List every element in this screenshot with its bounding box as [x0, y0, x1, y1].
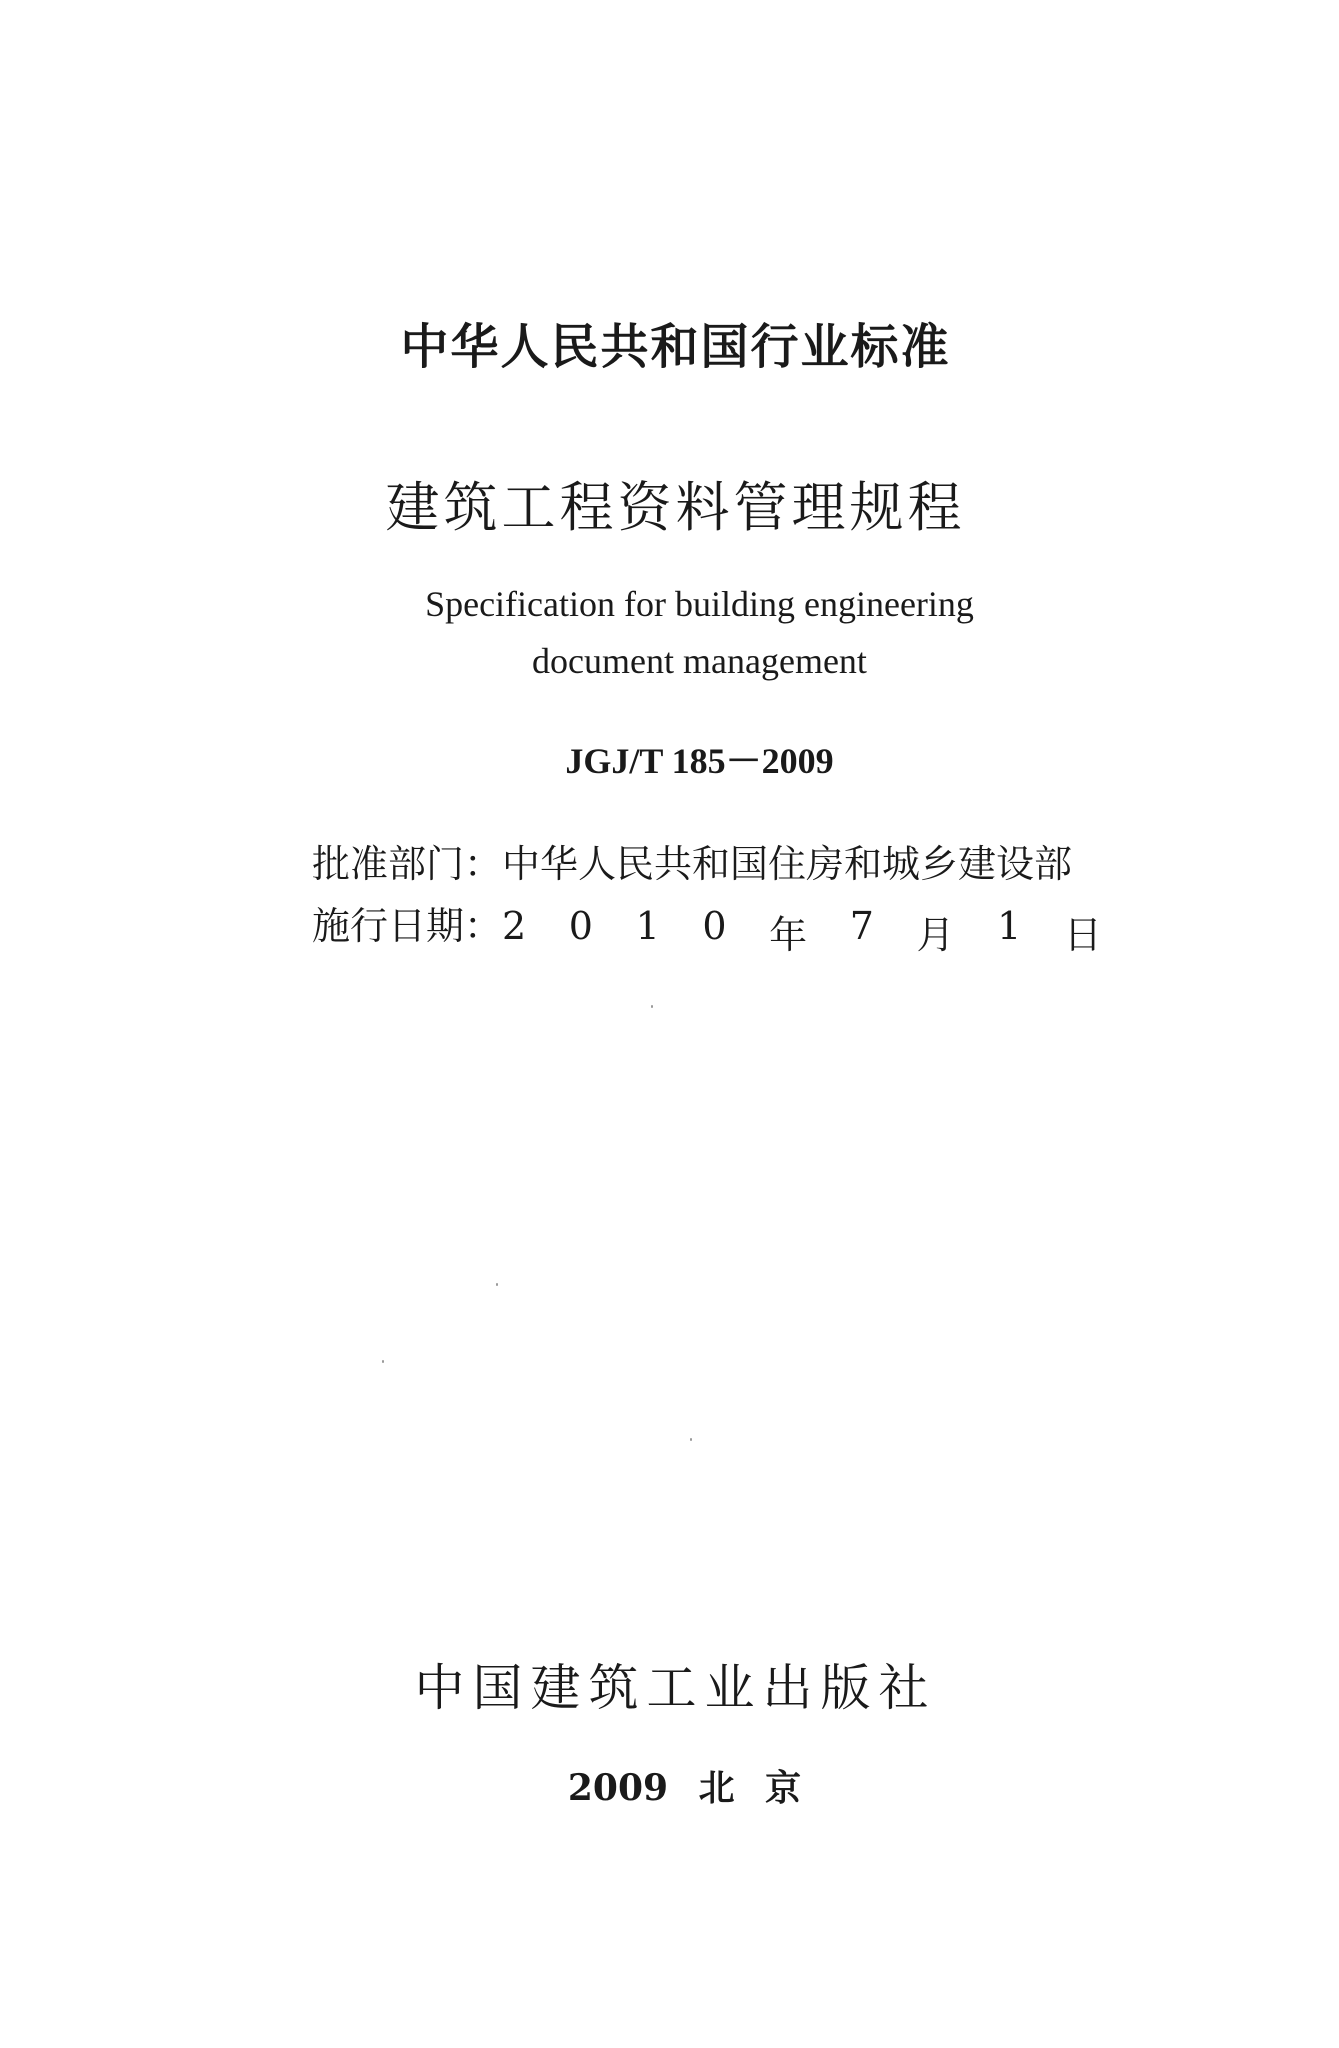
date-part: 1 [635, 904, 660, 948]
effective-label: 施行日期： [312, 904, 503, 948]
date-part: 日 [1063, 913, 1102, 957]
scan-speck [382, 1360, 384, 1363]
scan-speck [496, 1283, 498, 1286]
approval-label: 批准部门： [312, 842, 503, 886]
approval-info [312, 833, 1112, 957]
publisher: 中国建筑工业出版社 [414, 1659, 937, 1717]
date-part: 年 [769, 913, 808, 957]
date-part: 月 [916, 913, 955, 957]
date-part: 0 [702, 904, 727, 948]
standard-category: 中华人民共和国行业标准 [400, 319, 951, 375]
scan-speck [690, 1438, 692, 1441]
date-part: 0 [568, 904, 593, 948]
publication-year: 2009 [567, 1767, 669, 1809]
publication-city: 北 京 [698, 1767, 802, 1809]
title-english-line2: document management [532, 641, 867, 681]
publication-year-city [0, 1760, 1339, 1811]
date-part: 2 [502, 904, 527, 948]
effective-row [312, 895, 1112, 957]
effective-date [502, 904, 1102, 959]
date-part: 1 [997, 904, 1022, 948]
standard-code: JGJ/T 185－2009 [565, 741, 834, 781]
date-part: 7 [849, 904, 874, 948]
approval-row [312, 833, 1112, 895]
approval-department: 中华人民共和国住房和城乡建设部 [502, 842, 1073, 886]
scan-speck [651, 1005, 653, 1008]
title-english-line1: Specification for building engineering [425, 584, 974, 624]
title-chinese: 建筑工程资料管理规程 [385, 476, 966, 539]
